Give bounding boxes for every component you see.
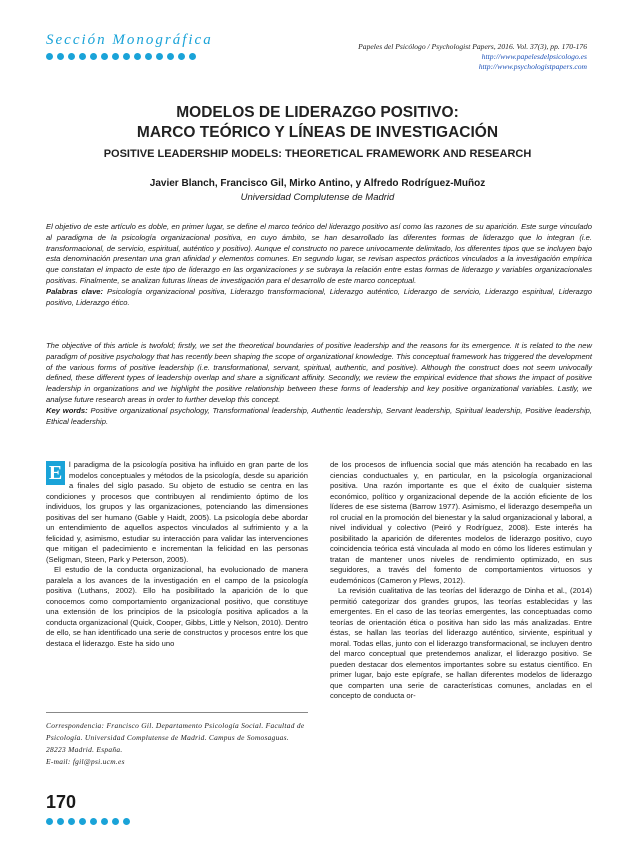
title-en: POSITIVE LEADERSHIP MODELS: THEORETICAL FRAMEWORK AND RESEARCH <box>103 148 532 160</box>
paragraph: de los procesos de influencia social que más atención ha recabado en las ciencias conductuales y, en particular, en la psicología organizacional positiva. Una razón importante es que el éxito de cualquier sistema económico, político y organizacional depende de la acción eficiente de los líderes de ese sistema (Barrow 1977). Asimismo, el liderazgo desempeña un rol crucial en la promoción del bienestar y la salud organizacional y laboral, a nivel individual y colectivo (Peiró y Rodríguez, 2008). Este interés ha posibilitado la aparición de diferentes modelos de liderazgo positivo, cuyo coincidencia teórica está vinculada al modo en cómo los líderes estimulan y tratan de mantener unos niveles de rendimiento optimizado, en sus seguidores, a través del fomento de comportamientos virtuosos y eudemónicos (Cameron y Plews, 2012). <box>330 460 592 585</box>
dot-icon <box>112 53 119 60</box>
journal-citation: Papeles del Psicólogo / Psychologist Papers, 2016. Vol. 37(3), pp. 170-176 <box>358 42 587 51</box>
affiliation: Universidad Complutense de Madrid <box>240 192 395 203</box>
dot-icon <box>90 818 97 825</box>
journal-url-1[interactable]: http://www.papelesdelpsicologo.es <box>481 52 587 61</box>
keywords-es-label: Palabras clave: <box>46 286 104 296</box>
keywords-es: Psicología organizacional positiva, Liderazgo transformacional, Liderazgo auténtico, Liderazgo de servicio, Liderazgo espiritual, Liderazgo positivo, Liderazgo ético. <box>46 286 592 307</box>
dot-icon <box>79 818 86 825</box>
keywords-en-label: Key words: <box>46 405 88 415</box>
correspondence-address: Correspondencia: Francisco Gil. Departamento Psicología Social. Facultad de Psicología. Universidad Complutense de Madrid. Campus de Somosaguas. 28223 Madrid. España. <box>46 721 305 754</box>
dot-icon <box>101 818 108 825</box>
decorative-dots-top <box>46 53 196 60</box>
journal-header <box>358 42 587 72</box>
dot-icon <box>57 818 64 825</box>
abstract-en <box>46 341 592 427</box>
dot-icon <box>112 818 119 825</box>
abstract-en-text: The objective of this article is twofold; firstly, we set the theoretical boundaries of positive leadership and the reasons for its emergence. It is related to the new paradigm of positive psychology that has recently been shaping the scope of organizational knowledge. This conceptual framework has triggered the development of the various forms of positive leadership (i.e. transformational, servant, spiritual, authentic, and positive). Although the construct does not seem univocally defined, these different types of leadership overlap and share a significant affinity. Secondly, we review the empirical evidence that shows the impact of positive leadership in organizations and we highlight the positive relationship between these forms of leadership and key positive organizational variables. Lastly, we analyse future research areas in order to further develop this concept. <box>46 341 592 404</box>
dot-icon <box>57 53 64 60</box>
title-es-line2: MARCO TEÓRICO Y LÍNEAS DE INVESTIGACIÓN <box>136 124 499 141</box>
dot-icon <box>156 53 163 60</box>
dot-icon <box>189 53 196 60</box>
dot-icon <box>46 53 53 60</box>
dot-icon <box>68 53 75 60</box>
body-right-column <box>330 460 592 702</box>
dot-icon <box>145 53 152 60</box>
dot-icon <box>123 818 130 825</box>
correspondence <box>46 720 308 768</box>
keywords-en: Positive organizational psychology, Transformational leadership, Authentic leadership, Servant leadership, Spiritual leadership, Positive leadership, Ethical leadership. <box>46 405 592 426</box>
footnote-divider <box>46 712 308 713</box>
journal-url-2[interactable]: http://www.psychologistpapers.com <box>478 62 587 71</box>
title-es-line1: MODELOS DE LIDERAZGO POSITIVO: <box>176 104 459 121</box>
authors: Javier Blanch, Francisco Gil, Mirko Antino, y Alfredo Rodríguez-Muñoz <box>149 178 486 189</box>
dot-icon <box>79 53 86 60</box>
decorative-dots-bottom <box>46 818 130 825</box>
dropcap: E <box>46 461 65 485</box>
dot-icon <box>101 53 108 60</box>
dot-icon <box>123 53 130 60</box>
page-number: 170 <box>46 792 77 812</box>
paragraph: El estudio de la conducta organizacional, ha evolucionado de manera paralela a los avances de la investigación en el campo de la psicología positiva (Luthans, 2002). Ello ha posibilitado la aparición de lo que conocemos como comportamiento organizacional positivo, que constituye una extensión de los principios de la psicología positiva aplicados a la conducta organizacional (Quick, Cooper, Gibbs, Little y Nelson, 2010). Dentro de ello, se han identificado una serie de constructos y procesos entre los que destaca el liderazgo. Este ha sido uno <box>46 565 308 648</box>
correspondence-email[interactable]: E-mail: fgil@psi.ucm.es <box>46 757 125 766</box>
abstract-es-text: El objetivo de este artículo es doble, en primer lugar, se define el marco teórico del liderazgo positivo así como las razones de su aparición. Este surge vinculado al paradigma de la psicología organizacional positiva, en cuyo ámbito, se han desarrollado las diferentes formas de liderazgo que lo integran (i.e. transformacional, de servicio, espiritual, auténtico y positivo). Aunque el constructo no parece univocamente delimitado, los diferentes tipos que se incluyen bajo esta denominación presentan una gran afinidad y elementos comunes. En segundo lugar, se revisan aspectos prácticos vinculados a la investigación empírica que constatan el impacto de este tipo de liderazgo en las organizaciones y se subraya la relación entre estas formas de liderazgo y variables organizacionales positivas. Finalmente, se analizan futuras líneas de investigación para el desarrollo de este marco conceptual. <box>46 222 592 285</box>
body-left-column <box>46 460 308 649</box>
dot-icon <box>46 818 53 825</box>
dot-icon <box>90 53 97 60</box>
dot-icon <box>178 53 185 60</box>
section-label: Sección Monográfica <box>46 32 213 48</box>
dot-icon <box>68 818 75 825</box>
paragraph-text: l paradigma de la psicología positiva ha influido en gran parte de los modelos conceptuales y métodos de la psicología, desde su aparición a finales del siglo pasado. Su objeto de estudio se centra en las condiciones y procesos que contribuyen al rendimiento óptimo de los individuos, los grupos y las organizaciones, potenciando las dimensiones positivas del ser humano (Gable y Haidt, 2005). La psicología debe abordar un entendimiento de aquellos aspectos vinculados al sufrimiento y a la felicidad y, asimismo, estudiar su interacción para validar las intervenciones que mitigan el padecimiento e incrementan la felicidad en las personas (Seligman, Steen, Park y Peterson, 2005). <box>46 460 308 564</box>
paragraph <box>46 460 308 565</box>
paragraph: La revisión cualitativa de las teorías del liderazgo de Dinha et al., (2014) permitió categorizar dos grandes grupos, las teorías establecidas y las emergentes. En el caso de las teorías emergentes, las conceptuadas como teorías de orientación ética o positiva han sido las más analizadas. Entre éstas, se hallan las teorías del liderazgo auténtico, sirviente, espiritual y moral. Todas ellas, junto con el liderazgo transformacional, se incluyen dentro del marco conceptual que pretendemos analizar, el liderazgo positivo. Se pueden destacar dos elementos importantes sobre su estatus científico. En primer lugar, bajo este epígrafe, se hallan diferentes modelos de liderazgo que comparten una serie de características comunes, ancladas en el concepto de conducta or- <box>330 586 592 700</box>
dot-icon <box>134 53 141 60</box>
abstract-es <box>46 222 592 308</box>
dot-icon <box>167 53 174 60</box>
